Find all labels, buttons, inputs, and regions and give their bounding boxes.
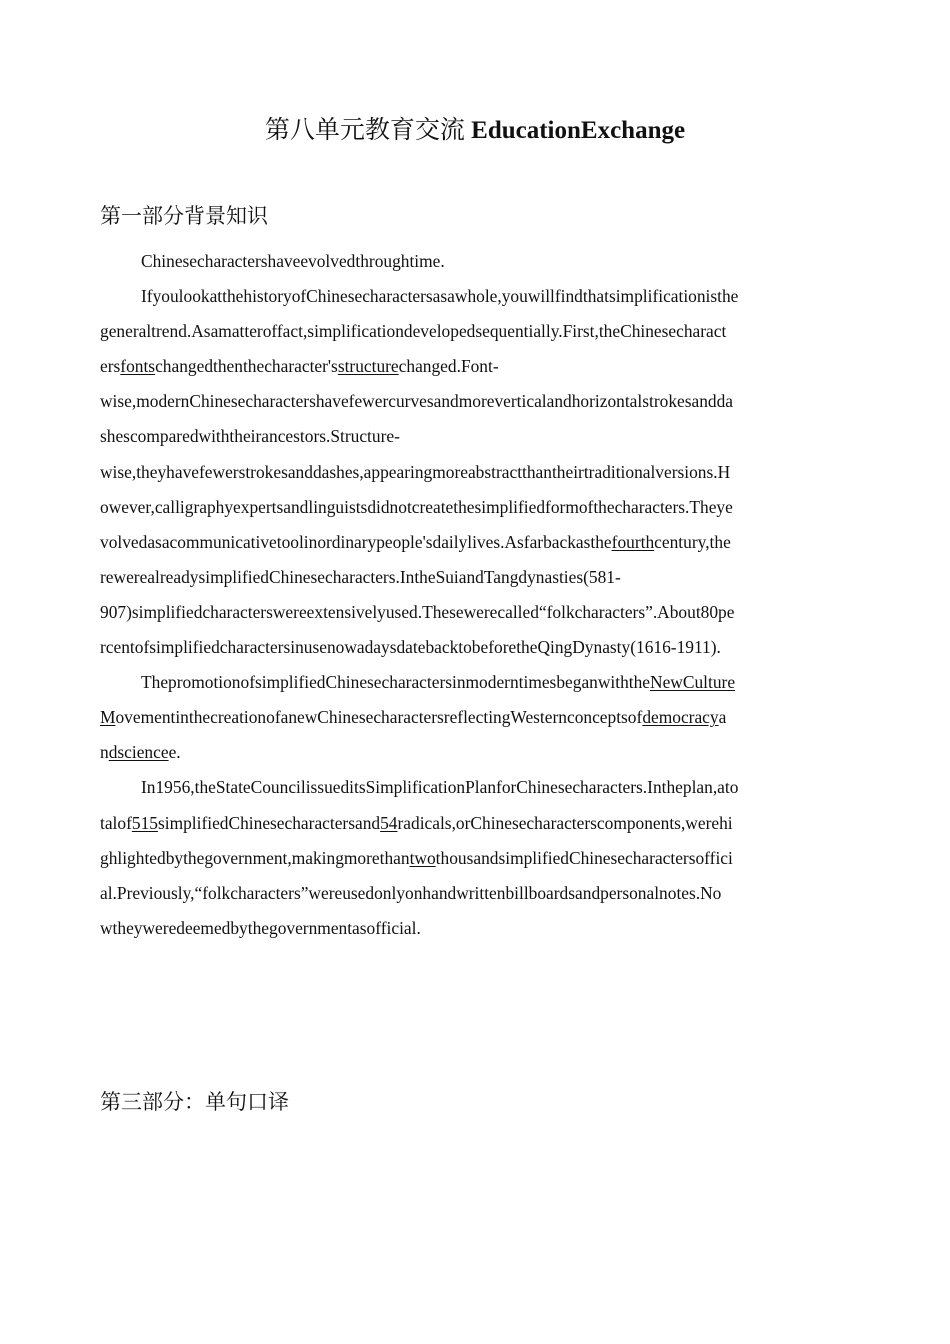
part-one-heading: 第一部分背景知识 (100, 204, 268, 228)
text-line: IfyoulookatthehistoryofChinesecharactersasawhole,youwillfindthatsimplificationisthe (141, 286, 739, 307)
underlined-term-new-culture: NewCulture (650, 672, 736, 693)
text-run: a (718, 707, 727, 728)
underlined-term-structure: structure (337, 356, 399, 377)
text-line: al.Previously,“folkcharacters”wereusedonlyonhandwrittenbillboardsandpersonalnotes.No (100, 882, 722, 903)
underlined-term-science: dscience (108, 742, 169, 763)
text-line: rewerealreadysimplifiedChinesecharacters.IntheSuiandTangdynasties(581- (100, 566, 621, 587)
text-run: thousandsimplifiedChinesecharactersoffici (435, 847, 733, 868)
text-line: shescomparedwiththeirancestors.Structure- (100, 426, 400, 447)
document-title (0, 114, 950, 148)
text-run: changed.Font- (398, 356, 499, 377)
text-line: wise,modernChinesecharactershavefewercurvesandmoreverticalandhorizontalstrokesandda (100, 391, 734, 412)
text-run: changedthenthecharacter's (155, 356, 338, 377)
text-run: ghlightedbythegovernment,makingmorethan (100, 847, 410, 868)
underlined-term-democracy: democracy (642, 707, 719, 728)
underlined-number-515: 515 (131, 812, 158, 833)
paragraph-2 (100, 279, 840, 665)
underlined-term-movement: M (100, 707, 116, 728)
text-run: century,the (654, 531, 731, 552)
text-run: radicals,orChinesecharacterscomponents,werehi (397, 812, 733, 833)
underlined-number-54: 54 (380, 812, 398, 833)
text-run: ers (100, 356, 121, 377)
text-line (100, 700, 840, 735)
text-line (100, 525, 840, 560)
text-line (100, 665, 840, 700)
text-line: generaltrend.Asamatteroffact,simplificationdevelopedsequentially.First,theChinesecharact (100, 321, 727, 342)
text-line: Chinesecharactershaveevolvedthroughtime. (141, 251, 445, 271)
text-line: wise,theyhavefewerstrokesanddashes,appearingmoreabstractthantheirtraditionalversions.H (100, 461, 731, 482)
text-run: volvedasacommunicativetoolinordinarypeople'sdailylives.Asfarbackasthe (100, 531, 612, 552)
underlined-term-fonts: fonts (120, 356, 156, 377)
text-run: e. (168, 742, 181, 763)
text-run: n (100, 742, 109, 763)
part-three-heading: 第三部分：单句口译 (100, 1090, 289, 1114)
underlined-term-fourth: fourth (611, 531, 655, 552)
text-line: In1956,theStateCouncilissueditsSimplificationPlanforChinesecharacters.Intheplan,ato (141, 777, 739, 798)
text-line: owever,calligraphyexpertsandlinguistsdidnotcreatethesimplifiedformofthecharacters.Theye (100, 496, 733, 517)
text-line (100, 349, 840, 384)
text-run: simplifiedChinesecharactersand (157, 812, 381, 833)
text-run: talof (100, 812, 132, 833)
paragraph-3 (100, 665, 840, 770)
text-line: rcentofsimplifiedcharactersinusenowadaysdatebacktobeforetheQingDynasty(1616-1911). (100, 637, 721, 658)
underlined-term-two: two (409, 847, 436, 868)
text-line: 907)simplifiedcharacterswereextensivelyused.Thesewerecalled“folkcharacters”.About80pe (100, 601, 735, 622)
paragraph-4 (100, 770, 840, 945)
text-line (100, 806, 840, 841)
title-english: EducationExchange (471, 117, 686, 144)
text-line (100, 735, 840, 770)
text-run: ovementinthecreationofanewChinesecharactersreflectingWesternconceptsof (115, 707, 643, 728)
text-run: ThepromotionofsimplifiedChinesecharactersinmoderntimesbeganwiththe (141, 672, 651, 693)
paragraph-1 (100, 244, 840, 279)
text-line (100, 841, 840, 876)
text-line: wtheyweredeemedbythegovernmentasofficial. (100, 917, 421, 938)
title-chinese: 第八单元教育交流 (264, 117, 465, 144)
background-text (100, 244, 840, 946)
